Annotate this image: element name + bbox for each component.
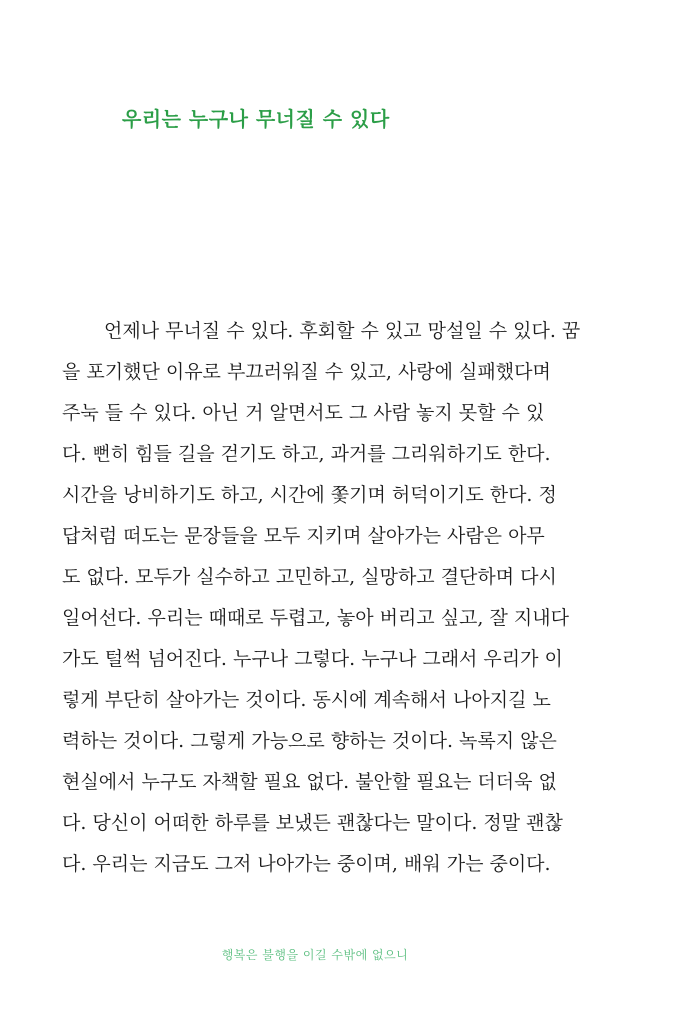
body-text-line: 일어선다. 우리는 때때로 두렵고, 놓아 버리고 싶고, 잘 지내다 [62, 607, 569, 629]
body-text-line: 언제나 무너질 수 있다. 후회할 수 있고 망설일 수 있다. 꿈 [104, 320, 581, 342]
body-text-line: 다. 당신이 어떠한 하루를 보냈든 괜찮다는 말이다. 정말 괜찮 [62, 812, 563, 834]
body-text-line: 도 없다. 모두가 실수하고 고민하고, 실망하고 결단하며 다시 [62, 566, 557, 588]
chapter-title: 우리는 누구나 무너질 수 있다 [122, 107, 390, 131]
body-text-line: 렇게 부단히 살아가는 것이다. 동시에 계속해서 나아지길 노 [62, 689, 551, 711]
body-text-line: 력하는 것이다. 그렇게 가능으로 향하는 것이다. 녹록지 않은 [62, 730, 557, 752]
body-text-line: 답처럼 떠도는 문장들을 모두 지키며 살아가는 사람은 아무 [62, 525, 545, 547]
body-text-line: 가도 털썩 넘어진다. 누구나 그렇다. 누구나 그래서 우리가 이 [62, 648, 563, 670]
body-text-line: 을 포기했단 이유로 부끄러워질 수 있고, 사랑에 실패했다며 [62, 361, 551, 383]
body-text-line: 다. 뻔히 힘들 길을 걷기도 하고, 과거를 그리워하기도 한다. [62, 443, 551, 465]
body-text-line: 현실에서 누구도 자책할 필요 없다. 불안할 필요는 더더욱 없 [62, 771, 557, 793]
body-text-line: 주눅 들 수 있다. 아닌 거 알면서도 그 사람 놓지 못할 수 있 [62, 402, 545, 424]
body-text-line: 시간을 낭비하기도 하고, 시간에 쫓기며 허덕이기도 한다. 정 [62, 484, 557, 506]
footer-quote: 행복은 불행을 이길 수밖에 없으니 [221, 948, 409, 962]
body-paragraph [62, 311, 581, 885]
body-text-line: 다. 우리는 지금도 그저 나아가는 중이며, 배워 가는 중이다. [62, 853, 551, 875]
